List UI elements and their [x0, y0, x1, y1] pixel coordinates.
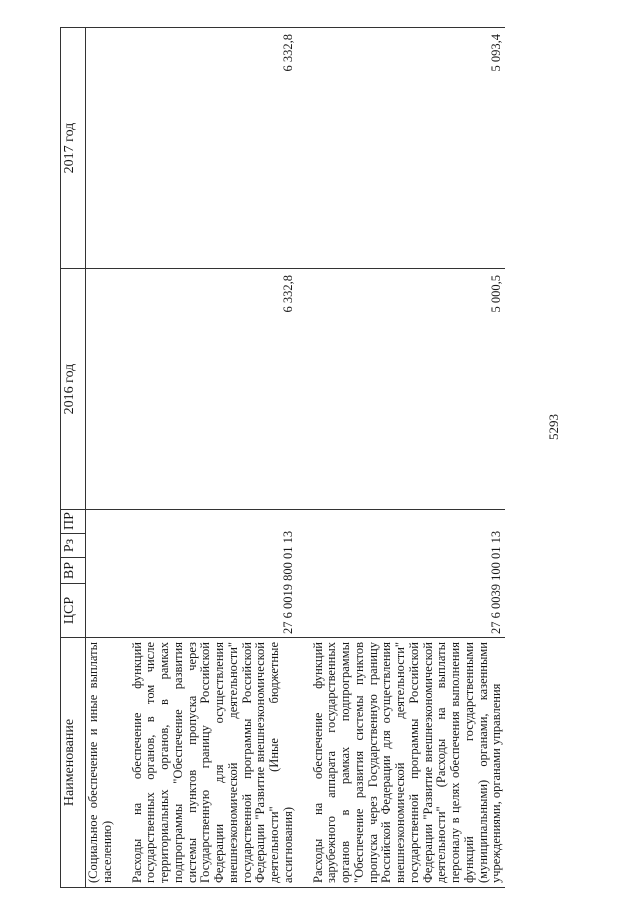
budget-table: [60, 27, 505, 888]
row-code: [86, 510, 116, 638]
header-name: Наименование: [61, 638, 86, 888]
row-name: Расходы на обеспечение функций зарубежного аппарата государственных органов в рамках подпрограммы "Обеспечение развития системы пунктов пропуска через Государственную границу Российской Федерации для осуществления внешнеэкономической деятельности" государственной программы Российской Федерации "Развитие внешнеэкономической деятельности" (Расходы на выплаты персоналу в целях обеспечения выполнения функций государственными (муниципальными) органами, казенными учреждениями, органами управления: [311, 638, 506, 888]
row-2017: [86, 28, 116, 269]
row-code: 27 6 0019 800 01 13: [130, 510, 297, 638]
header-csr: ЦСР: [61, 584, 86, 638]
table-row: [130, 28, 297, 888]
row-name: (Социальное обеспечение и иные выплаты населению): [86, 638, 116, 888]
table-row: [311, 28, 506, 888]
row-code: 27 6 0039 100 01 13: [311, 510, 506, 638]
header-vr: ВР: [61, 558, 86, 584]
table-row: [86, 28, 116, 888]
page-number: 5293: [546, 414, 561, 440]
row-2017: 6 332,8: [130, 28, 297, 269]
header-pr: ПР: [61, 510, 86, 534]
row-name: Расходы на обеспечение функций государственных органов, в том числе территориальных органов, в рамках подпрограммы "Обеспечение развития системы пунктов пропуска через Государственную границу Российской Федерации для осуществления внешнеэкономической деятельности" государственной программы Российской Федерации "Развитие внешнеэкономической деятельности" (Иные бюджетные ассигнования): [130, 638, 297, 888]
table-header-row: [61, 28, 86, 888]
header-rz: Рз: [61, 534, 86, 558]
header-2017: 2017 год: [61, 28, 86, 269]
row-2016: [86, 269, 116, 510]
row-2016: 5 000,5: [311, 269, 506, 510]
rotated-page: [60, 28, 620, 888]
row-2016: 6 332,8: [130, 269, 297, 510]
row-2017: 5 093,4: [311, 28, 506, 269]
header-2016: 2016 год: [61, 269, 86, 510]
